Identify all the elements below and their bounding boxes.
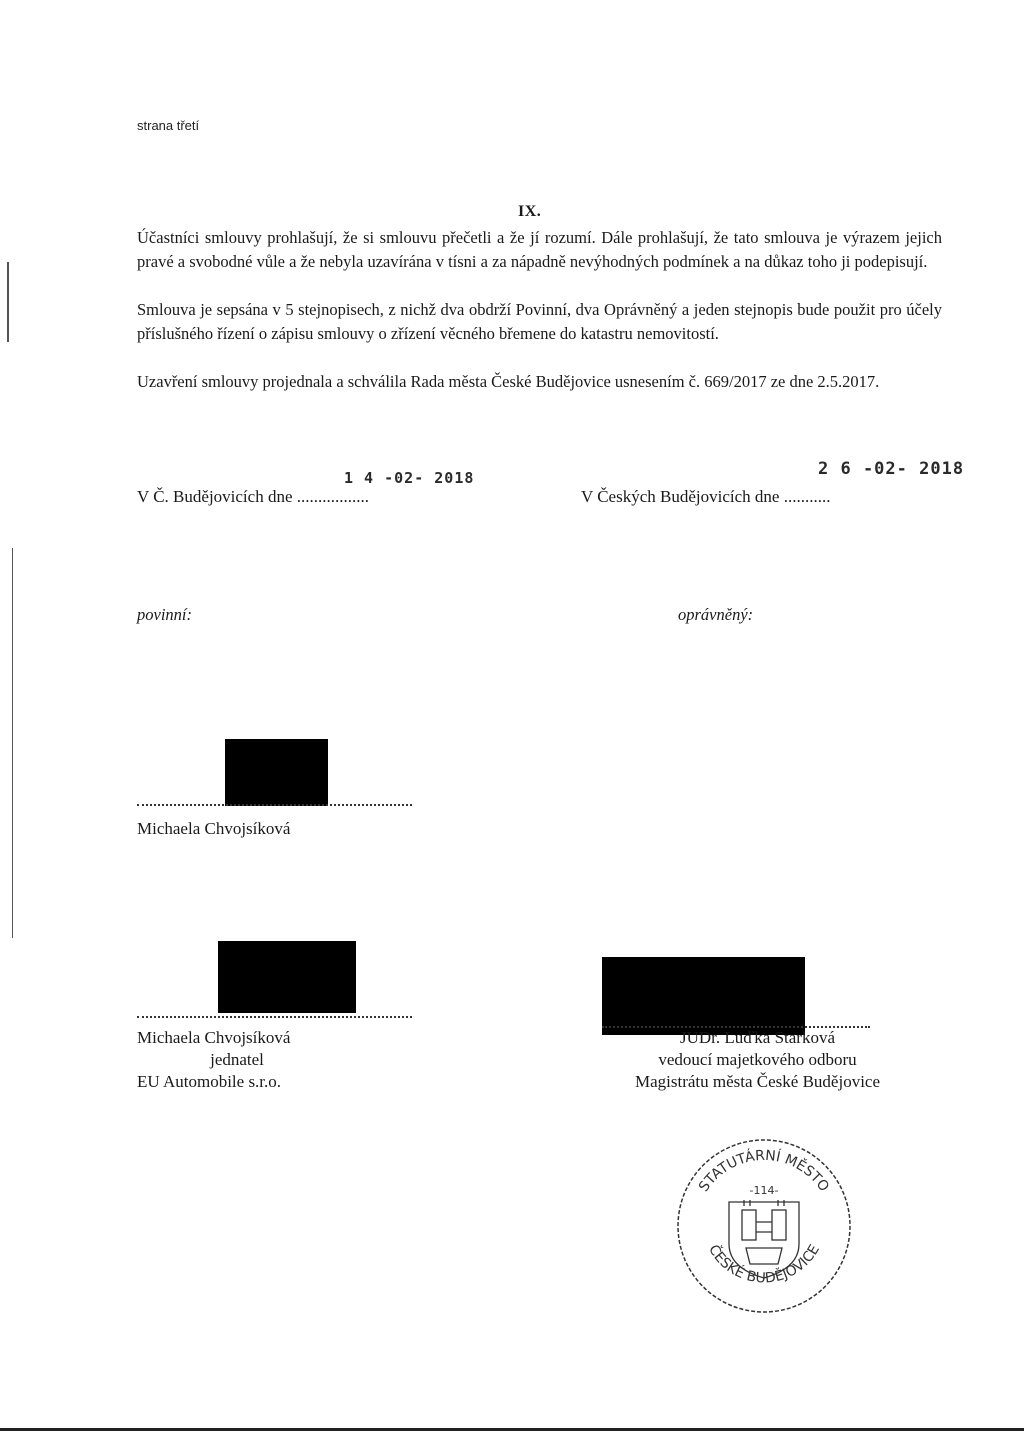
seal-text-top: STATUTÁRNÍ MĚSTO	[695, 1147, 832, 1195]
signatory-company-2: EU Automobile s.r.o.	[137, 1072, 282, 1091]
date-stamp-right: 2 6 -02- 2018	[818, 459, 965, 479]
signature-block-3	[585, 1027, 930, 1093]
redacted-signature-2	[218, 941, 356, 1013]
scan-edge-left-lower	[12, 548, 13, 938]
paragraph-approval: Uzavření smlouvy projednala a schválila Rada města České Budějovice usnesením č. 669/2017 ze dne 2.5.2017.	[137, 372, 880, 391]
place-date-left: V Č. Budějovicích dne .................	[137, 487, 369, 506]
signatory-name-1: Michaela Chvojsíková	[137, 819, 291, 838]
city-seal-stamp	[674, 1136, 854, 1316]
scan-edge-left-upper	[7, 262, 9, 342]
signatory-role-3: vedoucí majetkového odboru	[658, 1050, 857, 1069]
section-heading: IX.	[518, 203, 542, 220]
party-label-obligated: povinní:	[137, 605, 192, 624]
date-stamp-left: 1 4 -02- 2018	[344, 469, 475, 487]
signatory-name-3: JUDr. Luďka Starková	[680, 1028, 835, 1047]
paragraph-declaration: Účastníci smlouvy prohlašují, že si smlouvu přečetli a že jí rozumí. Dále prohlašují, že tato smlouva je výrazem jejich pravé a svobodné vůle a že nebyla uzavírána v tísni a za nápadně nevýhodných podmínek a na důkaz toho ji podepisují.	[137, 228, 942, 271]
party-label-entitled: oprávněný:	[678, 605, 754, 624]
scan-edge-bottom	[0, 1428, 1024, 1431]
signatory-name-2: Michaela Chvojsíková	[137, 1028, 291, 1047]
signature-block-2	[137, 1027, 337, 1093]
paragraph-copies: Smlouva je sepsána v 5 stejnopisech, z nichž dva obdrží Povinní, dva Oprávněný a jeden stejnopis bude použit pro účely příslušného řízení o zápisu smlouvy o zřízení věcného břemene do katastru nemovitostí.	[137, 300, 942, 343]
redacted-signature-3	[602, 957, 805, 1035]
signatory-org-3: Magistrátu města České Budějovice	[634, 1072, 881, 1091]
signature-line-1	[137, 804, 412, 806]
signatory-role-2: jednatel	[210, 1050, 264, 1069]
place-date-right: V Českých Budějovicích dne ...........	[581, 487, 831, 506]
redacted-signature-1	[225, 739, 328, 806]
signature-line-2	[137, 1016, 412, 1018]
seal-text-bottom: ČESKÉ BUDĚJOVICE	[705, 1242, 823, 1287]
seal-number: -114-	[749, 1184, 779, 1197]
coat-of-arms-icon	[729, 1200, 799, 1278]
page-number-note: strana třetí	[137, 118, 200, 133]
signature-block-1	[137, 818, 290, 840]
